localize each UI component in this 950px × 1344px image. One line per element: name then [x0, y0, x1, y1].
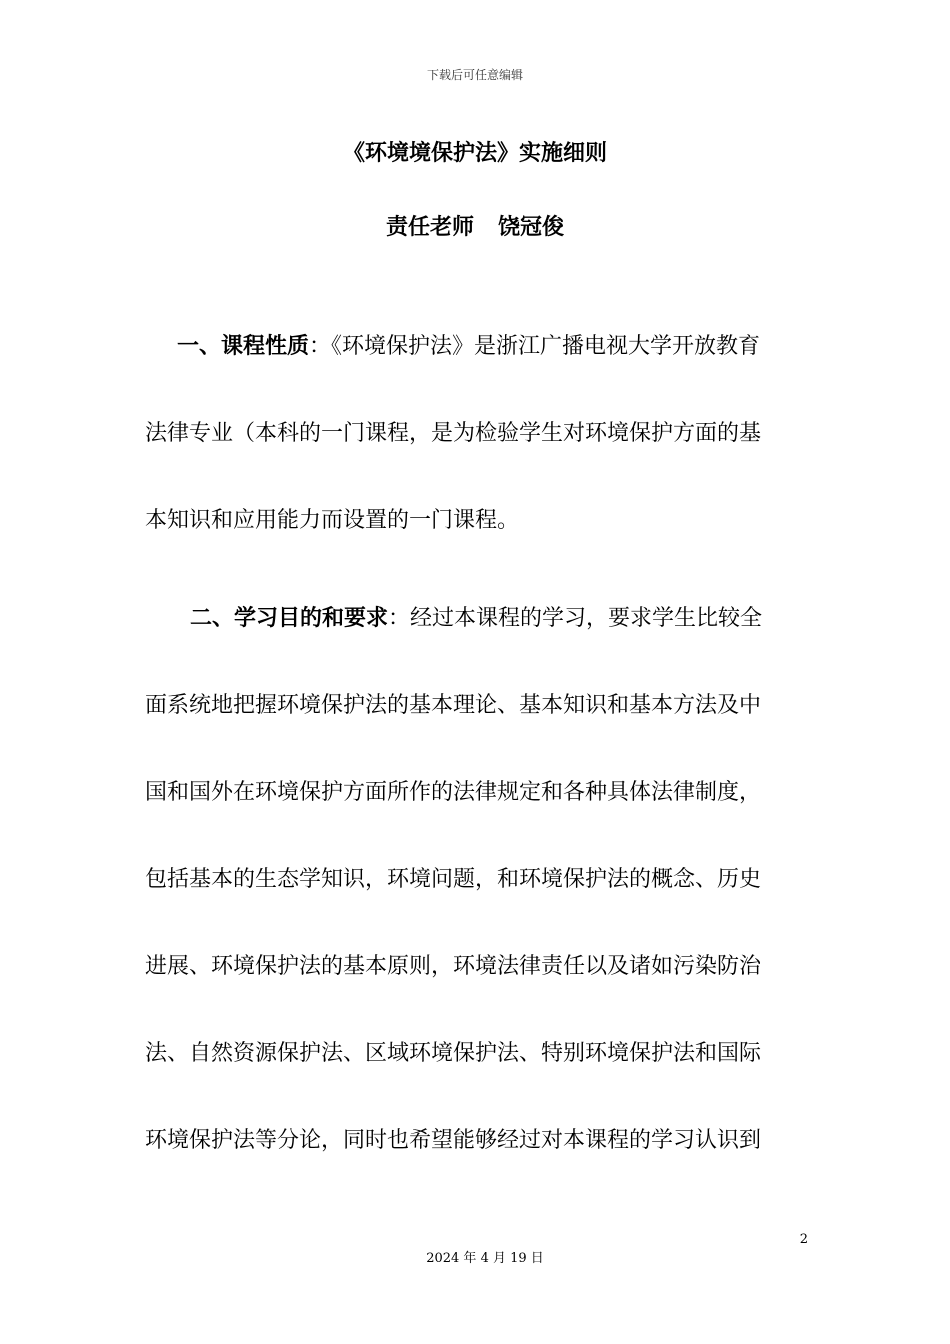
footer-date: 2024 年 4 月 19 日	[426, 1251, 544, 1266]
section2-line-5: 进展、环境保护法的基本原则，环境法律责任以及诸如污染防治	[145, 954, 762, 979]
section2-line-2: 面系统地把握环境保护法的基本理论、基本知识和基本方法及中	[145, 693, 762, 718]
section2-line-7: 环境保护法等分论，同时也希望能够经过对本课程的学习认识到	[145, 1128, 762, 1153]
document-title: 《环境境保护法》实施细则	[342, 141, 607, 166]
section-course-nature	[145, 303, 807, 564]
section2-line-1	[145, 575, 807, 662]
section1-line-1	[145, 303, 807, 390]
section1-colon: ：	[309, 334, 332, 359]
section2-line-6: 法、自然资源保护法、区域环境保护法、特别环境保护法和国际	[145, 1041, 762, 1066]
teacher-label: 责任老师	[385, 215, 474, 240]
section2-heading: 二、学习目的和要求	[190, 606, 389, 631]
section2-colon: ：	[388, 606, 411, 631]
section2-line-3: 国和国外在环境保护方面所作的法律规定和各种具体法律制度，	[145, 780, 762, 805]
section1-line-3: 本知识和应用能力而设置的一门课程。	[145, 508, 520, 533]
section-learning-goals	[145, 575, 807, 1184]
section2-text-1: 经过本课程的学习，要求学生比较全	[410, 606, 763, 631]
section1-heading: 一、课程性质	[177, 334, 310, 359]
section1-text-1: 《环境保护法》是浙江广播电视大学开放教育	[331, 334, 761, 359]
document-teacher	[0, 210, 950, 241]
header-note: 下载后可任意编辑	[426, 68, 523, 82]
section2-line-4: 包括基本的生态学知识，环境问题，和环境保护法的概念、历史	[145, 867, 762, 892]
teacher-name: 饶冠俊	[498, 215, 565, 240]
section1-line-2: 法律专业（本科的一门课程，是为检验学生对环境保护方面的基	[145, 421, 762, 446]
page-number: 2	[799, 1232, 808, 1247]
